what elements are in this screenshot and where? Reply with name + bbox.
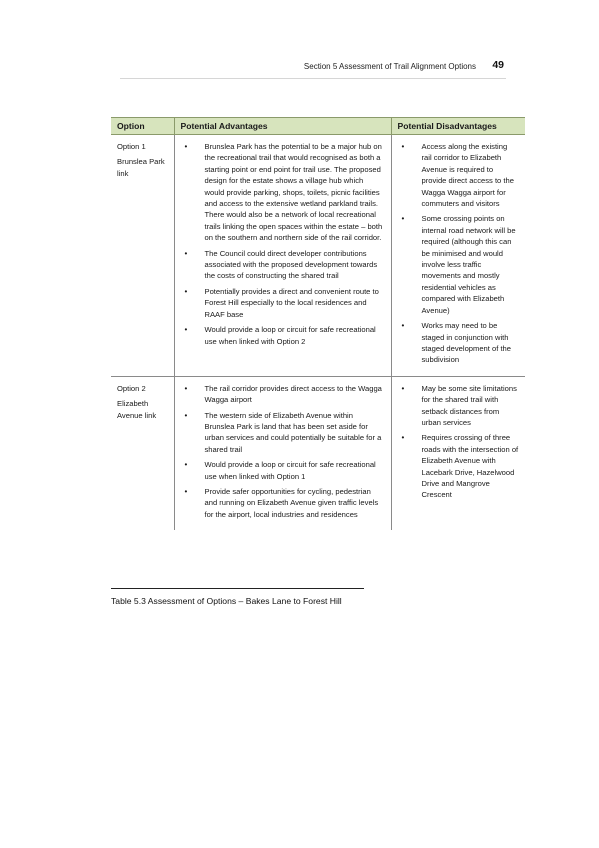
table-header-row (111, 118, 525, 135)
section-title: Section 5 Assessment of Trail Alignment Options (303, 62, 476, 71)
advantages-list (181, 141, 385, 347)
table-row (111, 135, 525, 377)
list-item: • Would provide a loop or circuit for safe recreational use when linked with Option 1 (181, 459, 385, 482)
disadvantages-cell (391, 376, 525, 530)
page-number: 49 (492, 59, 504, 71)
list-item: • Some crossing points on internal road network will be required (although this can be minimised and would involve less traffic movements and mostly residential vehicles as compared with Elizabeth Avenue) (398, 213, 520, 316)
option-name: Option 2 (117, 383, 146, 393)
option-name: Option 1 (117, 142, 146, 151)
list-item: • May be some site limitations for the shared trail with setback distances from urban services (398, 383, 520, 429)
column-header-advantages: Potential Advantages (174, 118, 391, 135)
disadvantages-list (398, 141, 520, 366)
disadvantages-list (398, 383, 520, 501)
list-item: • The rail corridor provides direct access to the Wagga Wagga airport (181, 383, 385, 406)
advantages-cell (174, 376, 391, 530)
option-location: Brunslea Park link (117, 157, 165, 178)
list-item: • Works may need to be staged in conjunction with staged development of the subdivision (398, 320, 520, 366)
list-item: • Would provide a loop or circuit for safe recreational use when linked with Option 2 (181, 324, 385, 347)
list-item: • Potentially provides a direct and convenient route to Forest Hill especially to the local residences and RAAF base (181, 286, 385, 320)
disadvantages-cell (391, 135, 525, 377)
advantages-cell (174, 135, 391, 377)
advantages-list (181, 383, 385, 520)
table-row (111, 376, 525, 530)
option-cell (111, 376, 174, 530)
caption-divider (111, 588, 364, 589)
list-item: • Brunslea Park has the potential to be a major hub on the recreational trail that would recognised as both a starting point or end point for trail use. The proposed design for the estate shows a village hub which would provide parking, shops, toilets, picnic facilities and access to the extensive wetland parkland trails. There would also be a network of local recreational trails linking the open spaces within the estate – both on the southern and northern side of the rail corridor. (181, 141, 385, 244)
page-header (120, 58, 506, 79)
option-cell (111, 135, 174, 377)
list-item: • The Council could direct developer contributions associated with the proposed development towards the costs of constructing the shared trail (181, 248, 385, 282)
list-item: • The western side of Elizabeth Avenue within Brunslea Park is land that has been set aside for urban services and could potentially be suitable for a shared trail (181, 410, 385, 456)
column-header-option: Option (111, 118, 174, 135)
column-header-disadvantages: Potential Disadvantages (391, 118, 525, 135)
table-caption: Table 5.3 Assessment of Options – Bakes Lane to Forest Hill (111, 596, 342, 606)
list-item: • Requires crossing of three roads with the intersection of Elizabeth Avenue with Lacebark Drive, Hazelwood Drive and Mangrove Crescent (398, 432, 520, 500)
list-item: • Provide safer opportunities for cycling, pedestrian and running on Elizabeth Avenue given traffic levels for the airport, local industries and residences (181, 486, 385, 520)
list-item: • Access along the existing rail corridor to Elizabeth Avenue is required to provide direct access to the Wagga Wagga airport for commuters and visitors (398, 141, 520, 209)
options-table (111, 117, 525, 530)
option-location: Elizabeth Avenue link (117, 399, 157, 420)
